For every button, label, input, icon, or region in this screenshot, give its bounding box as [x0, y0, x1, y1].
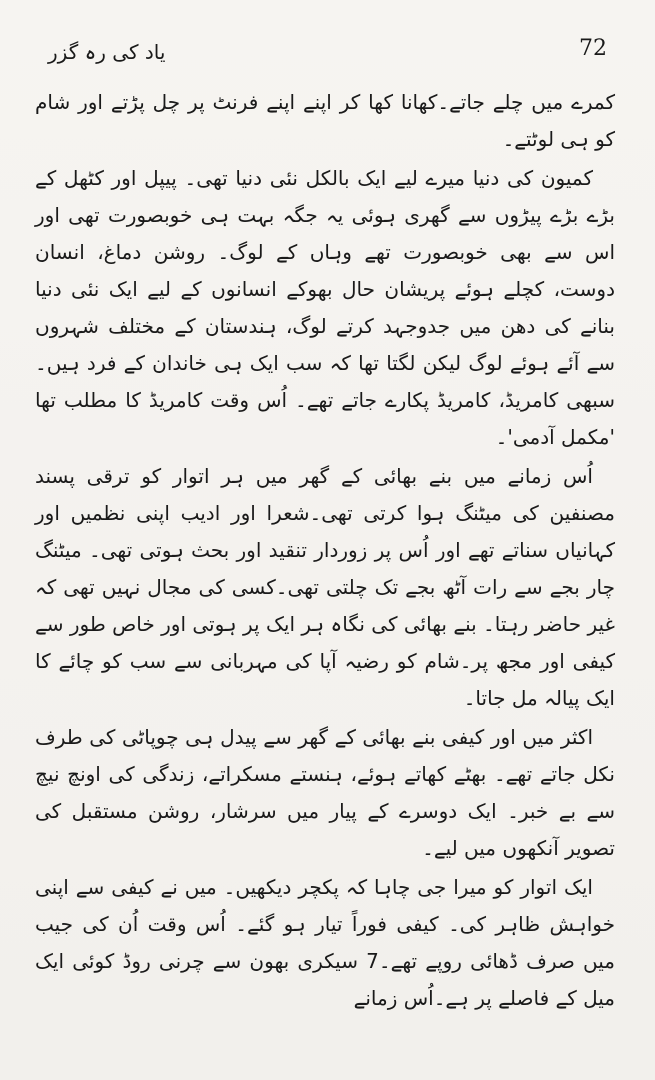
- page-number: 72: [579, 36, 607, 61]
- page-header: [48, 34, 607, 74]
- paragraph-4: اکثر میں اور کیفی بنے بھائی کے گھر سے پیدل ہی چوپاٹی کی طرف نکل جاتے تھے۔ بھٹے کھاتے ہوئے، ہنستے مسکراتے، زندگی کی اونچ نیچ سے بے خبر۔ ایک دوسرے کے پیار میں سرشار، روشن مستقبل کی تصویر آنکھوں میں لیے۔: [35, 725, 615, 860]
- paragraph-5: ایک اتوار کو میرا جی چاہا کہ پکچر دیکھیں۔ میں نے کیفی سے اپنی خواہش ظاہر کی۔ کیفی فوراً تیار ہو گئے۔ اُس وقت اُن کی جیب میں صرف ڈھائی روپے تھے۔7 سیکری بھون سے چرنی روڈ کوئی ایک میل کے فاصلے پر ہے۔اُس زمانے: [35, 875, 616, 1010]
- paragraph-3: اُس زمانے میں بنے بھائی کے گھر میں ہر اتوار کو ترقی پسند مصنفین کی میٹنگ ہوا کرتی تھی۔شعرا اور ادیب اپنی نظمیں اور کہانیاں سناتے تھے اور اُس پر زوردار تنقید اور بحث ہوتی تھی۔ میٹنگ چار بجے سے رات آٹھ بجے تک چلتی تھی۔کسی کی مجال نہیں تھی کہ غیر حاضر رہتا۔ بنے بھائی کی نگاہ ہر ایک پر ہوتی اور خاص طور سے کیفی اور مجھ پر۔شام کو رضیہ آپا کی مہربانی سے سب کو چائے کا ایک پیالہ مل جاتا۔: [35, 464, 615, 710]
- paragraph-1: کمرے میں چلے جاتے۔کھانا کھا کر اپنے اپنے فرنٹ پر چل پڑتے اور شام کو ہی لوٹتے۔: [35, 90, 615, 151]
- page-body: [35, 84, 615, 1017]
- paragraph-2: کمیون کی دنیا میرے لیے ایک بالکل نئی دنیا تھی۔ پیپل اور کٹھل کے بڑے بڑے پیڑوں سے گھری ہوئی یہ جگہ بہت ہی خوبصورت تھی اور اس سے بھی خوبصورت تھے وہاں کے لوگ۔ روشن دماغ، انسان دوست، کچلے ہوئے پریشان حال بھوکے انسانوں کے لیے ایک نئی دنیا بنانے کی دھن میں جدوجہد کرتے لوگ، ہندستان کے مختلف شہروں سے آئے ہوئے لوگ لیکن لگتا تھا کہ سب ایک ہی خاندان کے فرد ہیں۔سبھی کامریڈ، کامریڈ پکارے جاتے تھے۔ اُس وقت کامریڈ کا مطلب تھا 'مکمل آدمی'۔: [35, 166, 615, 449]
- running-title: یاد کی رہ گزر: [48, 40, 166, 64]
